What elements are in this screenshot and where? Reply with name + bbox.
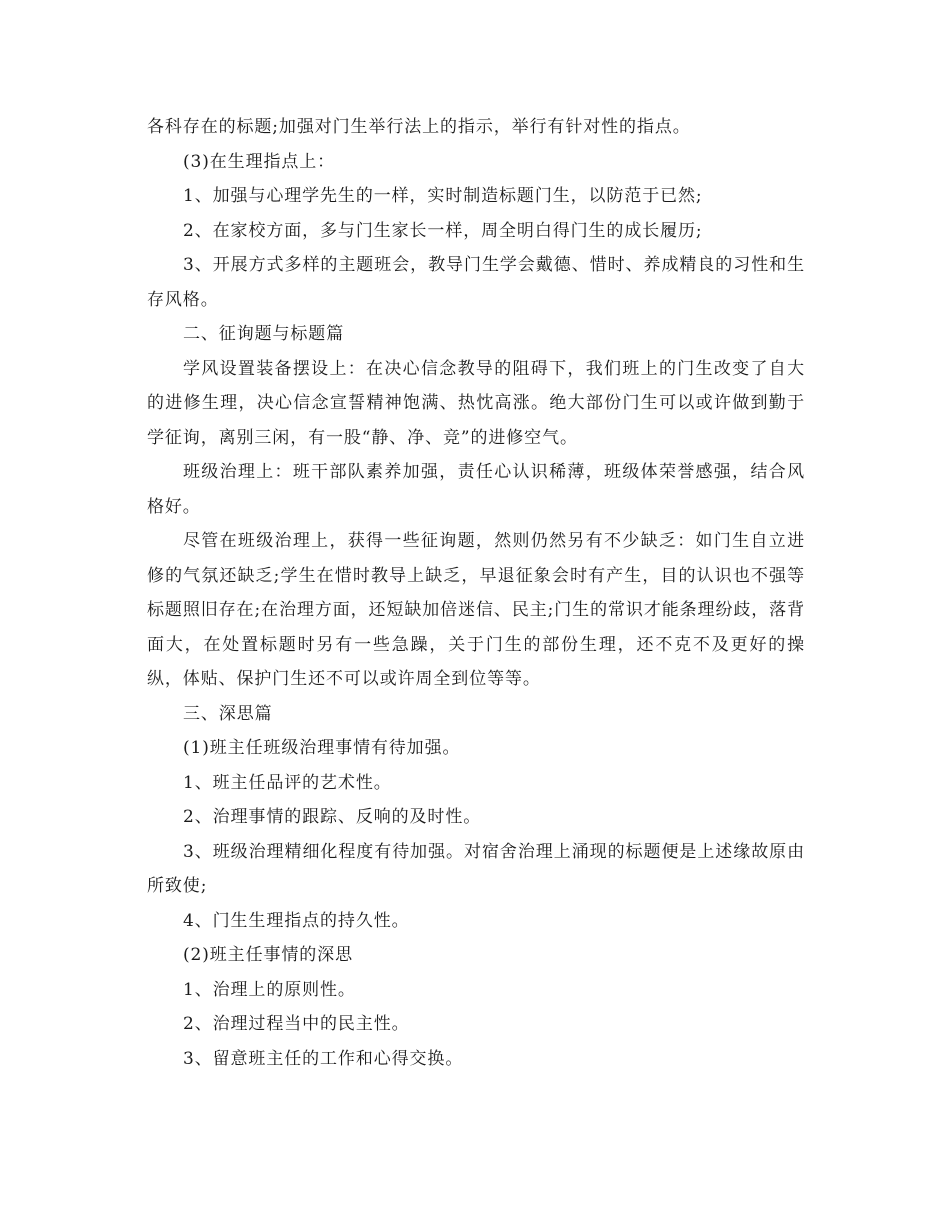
paragraph-7: 班级治理上：班干部队素养加强，责任心认识稀薄，班级体荣誉感强，结合风格好。 [147,462,805,517]
paragraph-0: 各科存在的标题;加强对门生举行法上的指示，举行有针对性的指点。 [147,117,691,137]
paragraph-11: 1、班主任品评的艺术性。 [183,772,392,793]
section-heading-2: 二、征询题与标题篇 [183,324,345,344]
paragraph-15: (2)班主任事情的深思 [183,945,353,965]
paragraph-18: 3、留意班主任的工作和心得交换。 [183,1048,464,1069]
paragraph-17: 2、治理过程当中的民主性。 [183,1014,410,1034]
paragraph-3: 2、在家校方面，多与门生家长一样，周全明白得门生的成长履历; [183,220,703,241]
paragraph-14: 4、门生生理指点的持久性。 [183,910,410,931]
paragraph-2: 1、加强与心理学先生的一样，实时制造标题门生，以防范于已然; [183,186,703,206]
paragraph-13: 3、班级治理精细化程度有待加强。对宿舍治理上涌现的标题便是上述缘故原由所致使; [147,841,805,896]
document-body [147,110,805,1076]
paragraph-4: 3、开展方式多样的主题班会，教导门生学会戴德、惜时、养成精良的习性和生存风格。 [147,255,805,310]
paragraph-10: (1)班主任班级治理事情有待加强。 [183,738,461,758]
paragraph-12: 2、治理事情的跟踪、反响的及时性。 [183,807,482,827]
paragraph-6: 学风设置装备摆设上：在决心信念教导的阻碍下，我们班上的门生改变了自大的进修生理，决心信念宣誓精神饱满、热忱高涨。绝大部份门生可以或许做到勤于学征询，离别三闲，有一股“静、净、竞”的进修空气。 [147,358,805,448]
paragraph-16: 1、治理上的原则性。 [183,979,356,1000]
section-heading-3: 三、深思篇 [183,703,273,724]
paragraph-1: (3)在生理指点上： [183,151,336,172]
paragraph-8: 尽管在班级治理上，获得一些征询题，然则仍然另有不少缺乏：如门生自立进修的气氛还缺乏;学生在惜时教导上缺乏，早退征象会时有产生，目的认识也不强等标题照旧存在;在治理方面，还短缺加倍迷信、民主;门生的常识才能条理纷歧，落背面大，在处置标题时另有一些急躁，关于门生的部份生理，还不克不及更好的操纵，体贴、保护门生还不可以或许周全到位等等。 [147,531,805,689]
